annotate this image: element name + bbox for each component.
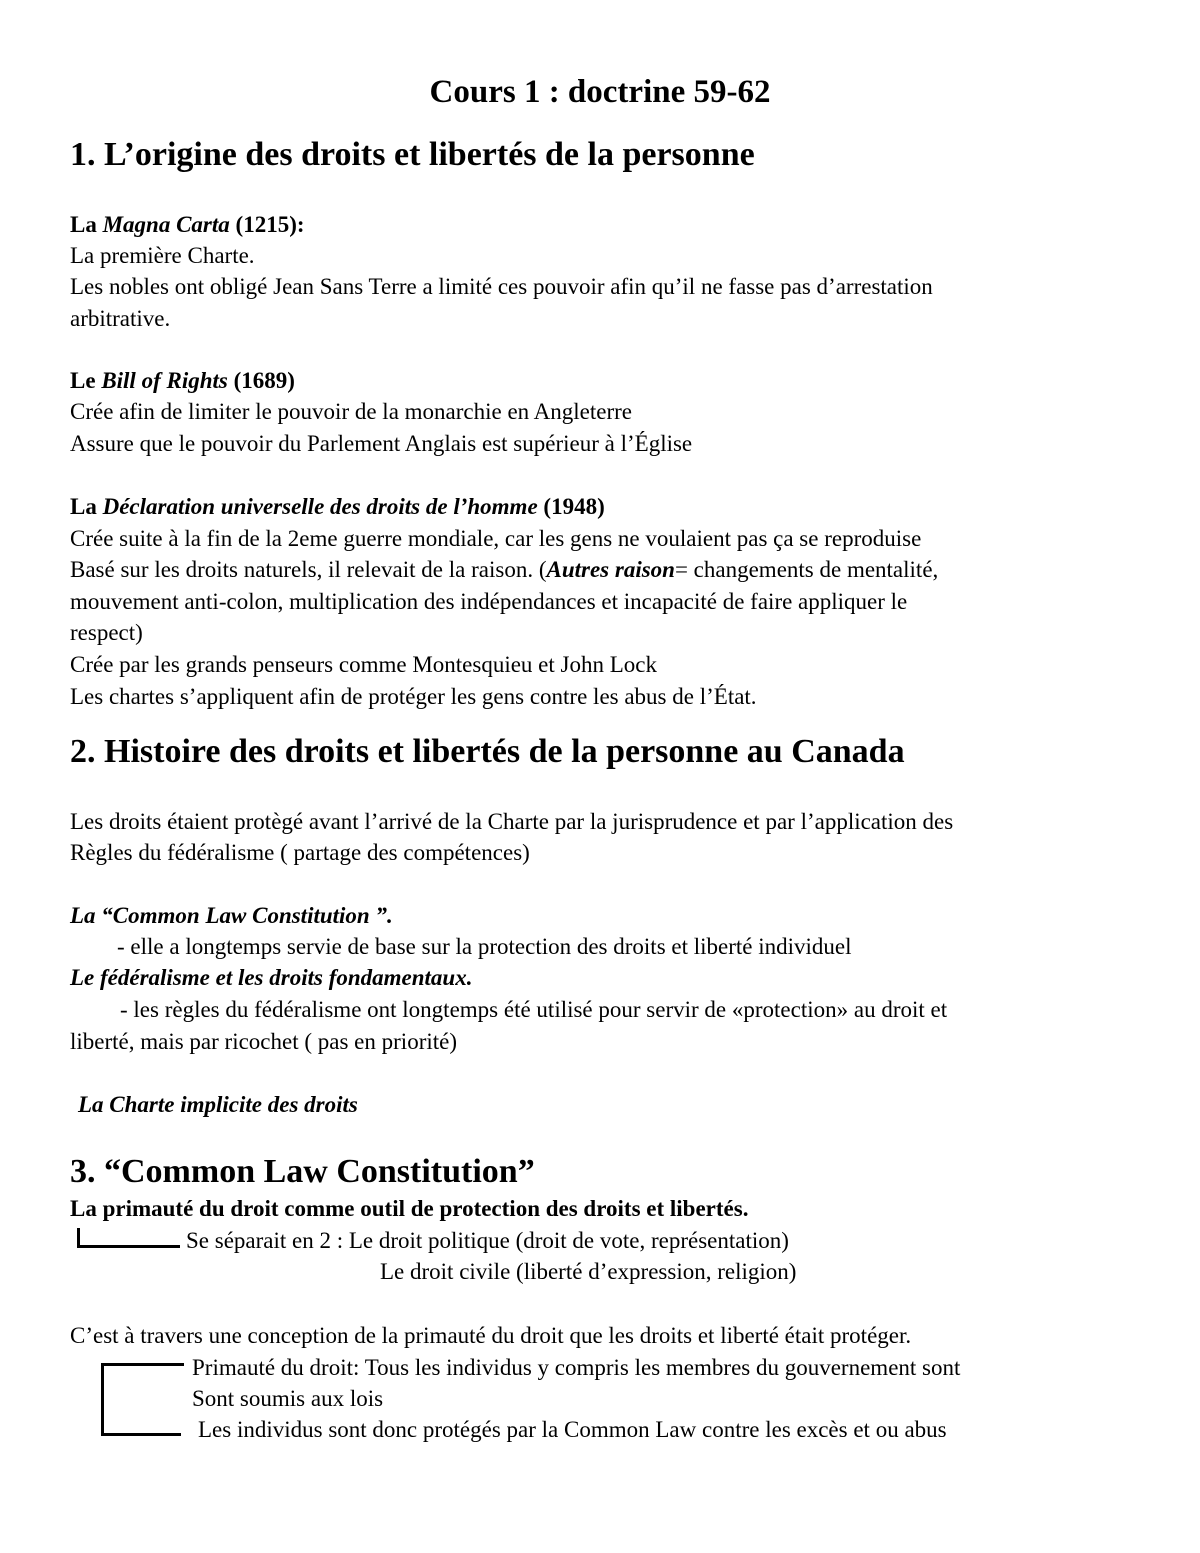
- page-title: Cours 1 : doctrine 59-62: [429, 74, 771, 110]
- bill-of-rights-heading: Le Bill of Rights (1689): [70, 368, 295, 393]
- implicit-charter-subheading: La Charte implicite des droits: [78, 1092, 358, 1117]
- text-line: Se séparait en 2 : Le droit politique (droit de vote, représentation): [186, 1228, 789, 1253]
- text-line: Assure que le pouvoir du Parlement Anglais est supérieur à l’Église: [70, 431, 693, 456]
- text-line: - les règles du fédéralisme ont longtemps été utilisé pour servir de «protection» au droit et: [120, 997, 948, 1022]
- bracket-branch-icon: [101, 1363, 184, 1366]
- text-line: C’est à travers une conception de la primauté du droit que les droits et liberté était protéger.: [70, 1323, 912, 1348]
- federalism-subheading: Le fédéralisme et les droits fondamentaux.: [70, 965, 473, 990]
- text-line: Les individus sont donc protégés par la Common Law contre les excès et ou abus: [198, 1417, 947, 1442]
- text-line: Crée par les grands penseurs comme Montesquieu et John Lock: [70, 652, 657, 677]
- text-line: Basé sur les droits naturels, il relevait de la raison. (Autres raison= changements de mentalité,: [70, 557, 939, 582]
- magna-carta-heading: La Magna Carta (1215):: [70, 212, 305, 237]
- text-line: - elle a longtemps servie de base sur la protection des droits et liberté individuel: [117, 934, 852, 959]
- bracket-arrow-icon: [77, 1228, 180, 1248]
- text-line: liberté, mais par ricochet ( pas en priorité): [70, 1029, 458, 1054]
- text-line: arbitrative.: [70, 306, 171, 331]
- section-3-heading: 3. “Common Law Constitution”: [70, 1153, 535, 1190]
- text-line: Crée suite à la fin de la 2eme guerre mondiale, car les gens ne voulaient pas ça se reproduise: [70, 526, 922, 551]
- text-line: Crée afin de limiter le pouvoir de la monarchie en Angleterre: [70, 399, 632, 424]
- text-line: Les nobles ont obligé Jean Sans Terre a limité ces pouvoir afin qu’il ne fasse pas d’arrestation: [70, 274, 933, 299]
- text-line: Les chartes s’appliquent afin de protéger les gens contre les abus de l’État.: [70, 684, 757, 709]
- text-line: respect): [70, 620, 143, 645]
- section-1-heading: 1. L’origine des droits et libertés de la personne: [70, 136, 755, 173]
- text-line: Règles du fédéralisme ( partage des compétences): [70, 840, 530, 865]
- text-line: Primauté du droit: Tous les individus y compris les membres du gouvernement sont: [192, 1355, 961, 1380]
- section-2-heading: 2. Histoire des droits et libertés de la personne au Canada: [70, 733, 905, 770]
- rule-of-law-subheading: La primauté du droit comme outil de protection des droits et libertés.: [70, 1196, 749, 1221]
- text-line: Les droits étaient protègé avant l’arrivé de la Charte par la jurisprudence et par l’application des: [70, 809, 954, 834]
- declaration-heading: La Déclaration universelle des droits de l’homme (1948): [70, 494, 605, 519]
- text-line: Sont soumis aux lois: [192, 1386, 384, 1411]
- text-line: mouvement anti-colon, multiplication des indépendances et incapacité de faire appliquer le: [70, 589, 908, 614]
- bracket-tree-icon: [101, 1363, 181, 1436]
- text-line: Le droit civile (liberté d’expression, religion): [380, 1259, 797, 1284]
- text-line: La première Charte.: [70, 243, 255, 268]
- common-law-subheading: La “Common Law Constitution ”.: [70, 903, 393, 928]
